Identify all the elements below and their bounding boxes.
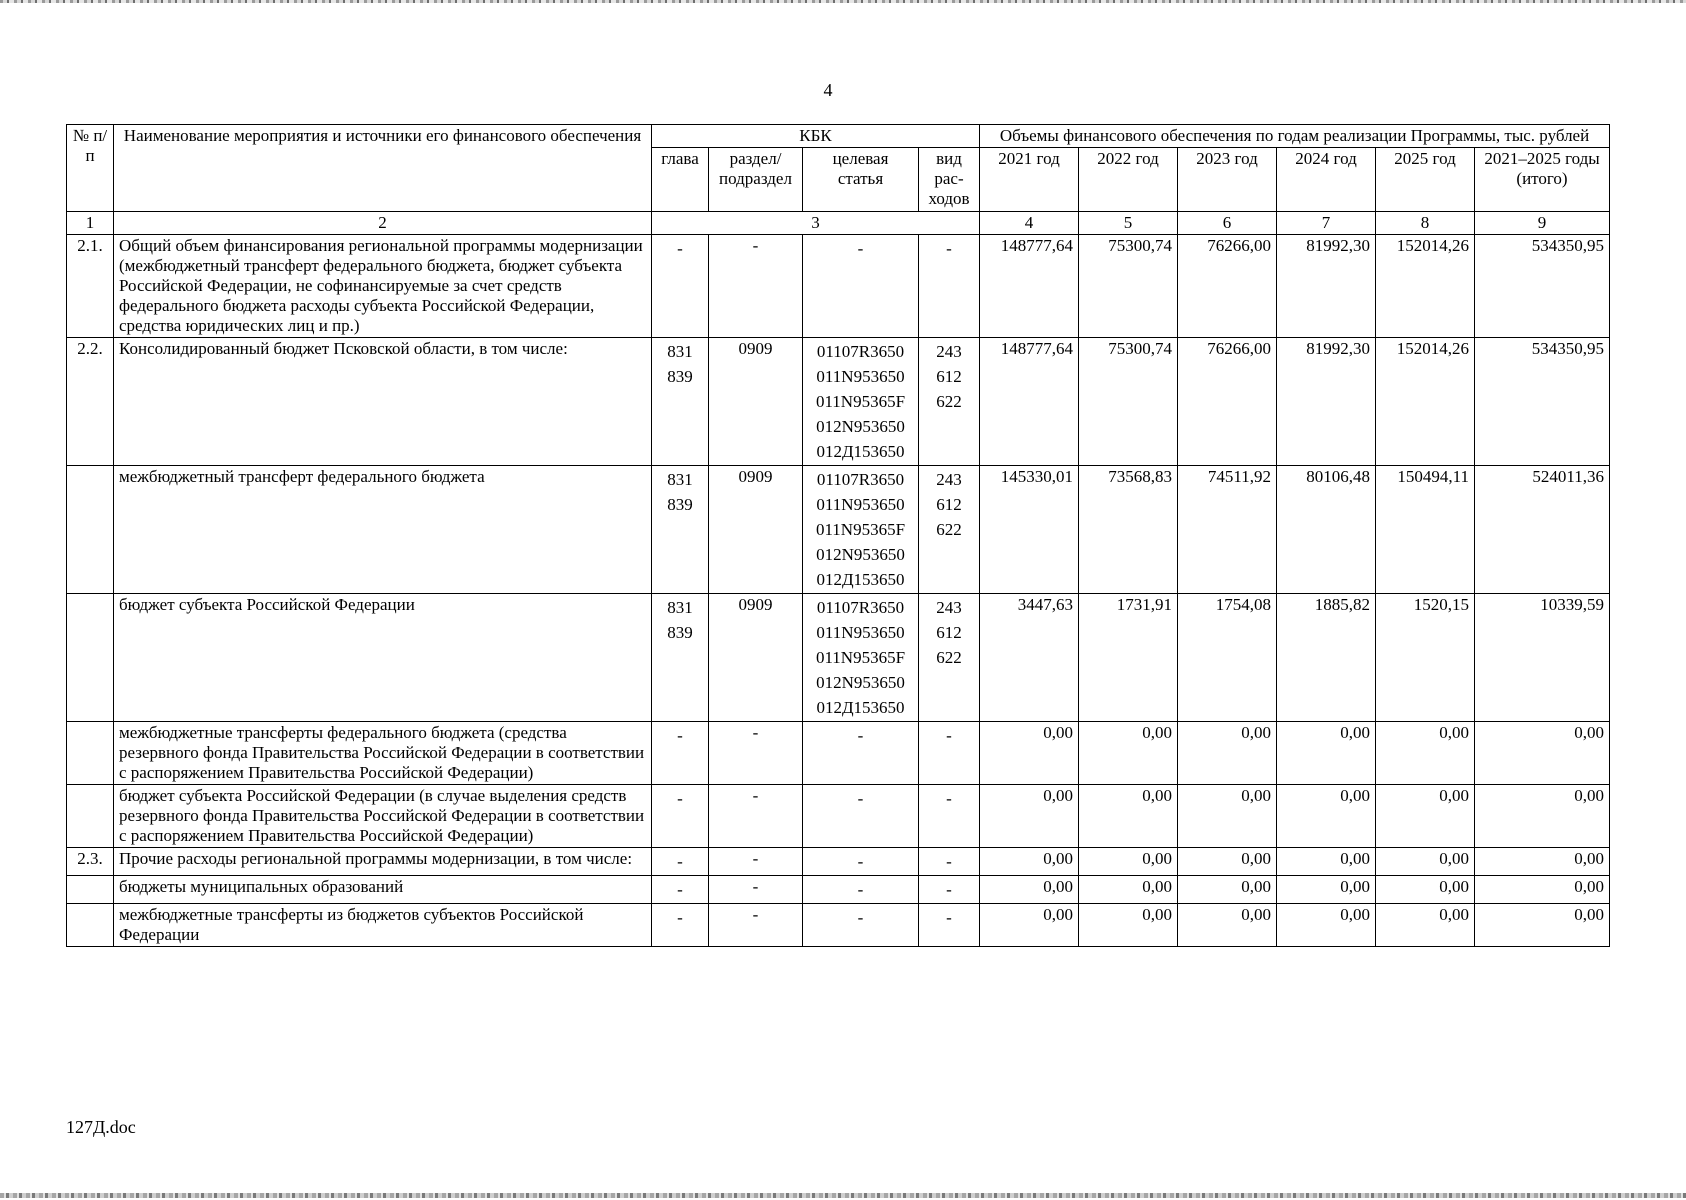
amount-cell: 534350,95 [1475, 338, 1610, 466]
amount-cell: 0,00 [1475, 876, 1610, 904]
table-row [67, 235, 1610, 338]
kbk-vid-line: - [946, 880, 952, 899]
amount-cell: 152014,26 [1376, 235, 1475, 338]
kbk-statya [803, 594, 919, 722]
amount-cell: 0,00 [1277, 904, 1376, 947]
amount-cell: 152014,26 [1376, 338, 1475, 466]
table-row [67, 904, 1610, 947]
scan-edge-bottom [0, 1193, 1686, 1198]
amount-cell: 150494,11 [1376, 466, 1475, 594]
kbk-vid-line: - [946, 789, 952, 808]
kbk-glava-line: - [677, 789, 683, 808]
header-year-2022: 2022 год [1079, 148, 1178, 212]
amount-cell: 73568,83 [1079, 466, 1178, 594]
amount-cell: 0,00 [980, 876, 1079, 904]
row-number: 2.1. [67, 235, 114, 338]
kbk-vid [919, 594, 980, 722]
kbk-vid [919, 338, 980, 466]
header-statya: целевая статья [803, 148, 919, 212]
kbk-razdel: 0909 [709, 594, 803, 722]
kbk-statya-line: 012Д153650 [816, 698, 905, 717]
amount-cell: 0,00 [1178, 722, 1277, 785]
amount-cell: 0,00 [1178, 848, 1277, 876]
kbk-vid-line: - [946, 726, 952, 745]
kbk-glava [652, 466, 709, 594]
amount-cell: 0,00 [1178, 785, 1277, 848]
kbk-statya-line: 012N953650 [816, 673, 905, 692]
amount-cell: 534350,95 [1475, 235, 1610, 338]
amount-cell: 0,00 [1277, 722, 1376, 785]
header-year-2025: 2025 год [1376, 148, 1475, 212]
kbk-statya-line: 012Д153650 [816, 442, 905, 461]
row-number: 2.3. [67, 848, 114, 876]
kbk-glava [652, 785, 709, 848]
kbk-razdel: - [709, 722, 803, 785]
header-volumes: Объемы финансового обеспечения по годам реализации Программы, тыс. рублей [980, 125, 1610, 148]
row-name: бюджеты муниципальных образований [114, 876, 652, 904]
amount-cell: 80106,48 [1277, 466, 1376, 594]
table-row [67, 722, 1610, 785]
amount-cell: 0,00 [1475, 722, 1610, 785]
kbk-statya [803, 466, 919, 594]
header-row-1 [67, 125, 1610, 148]
row-name: Общий объем финансирования региональной программы модернизации (межбюджетный трансферт федерального бюджета, бюджет субъекта Российской Федерации, не софинансируемые за счет средств федерального бюджета расходы субъекта Российской Федерации, средства юридических лиц и пр.) [114, 235, 652, 338]
amount-cell: 148777,64 [980, 338, 1079, 466]
kbk-vid-line: 612 [936, 623, 962, 642]
kbk-statya [803, 785, 919, 848]
row-name: межбюджетные трансферты из бюджетов субъектов Российской Федерации [114, 904, 652, 947]
amount-cell: 0,00 [980, 848, 1079, 876]
amount-cell: 0,00 [1475, 785, 1610, 848]
kbk-statya-line: 011N953650 [816, 623, 905, 642]
kbk-vid-line: 612 [936, 495, 962, 514]
amount-cell: 0,00 [1376, 876, 1475, 904]
kbk-razdel: - [709, 876, 803, 904]
kbk-statya-line: - [857, 726, 864, 745]
amount-cell: 0,00 [1079, 785, 1178, 848]
kbk-vid-line: 622 [936, 520, 962, 539]
amount-cell: 0,00 [1079, 848, 1178, 876]
kbk-statya [803, 848, 919, 876]
kbk-vid [919, 848, 980, 876]
kbk-statya-line: - [857, 880, 864, 899]
kbk-statya [803, 235, 919, 338]
kbk-razdel: - [709, 235, 803, 338]
header-name: Наименование мероприятия и источники его финансового обеспечения [114, 125, 652, 212]
kbk-statya-line: - [857, 908, 864, 927]
amount-cell: 1754,08 [1178, 594, 1277, 722]
amount-cell: 0,00 [1079, 876, 1178, 904]
kbk-statya-line: 011N953650 [816, 495, 905, 514]
row-name: Консолидированный бюджет Псковской области, в том числе: [114, 338, 652, 466]
amount-cell: 0,00 [1475, 904, 1610, 947]
amount-cell: 1520,15 [1376, 594, 1475, 722]
col-number: 5 [1079, 212, 1178, 235]
kbk-glava-line: - [677, 852, 683, 871]
kbk-vid [919, 466, 980, 594]
header-year-2021: 2021 год [980, 148, 1079, 212]
col-number: 4 [980, 212, 1079, 235]
kbk-vid-line: 243 [936, 470, 962, 489]
kbk-vid [919, 904, 980, 947]
amount-cell: 0,00 [1079, 722, 1178, 785]
col-number: 6 [1178, 212, 1277, 235]
kbk-glava-line: - [677, 908, 683, 927]
header-glava: глава [652, 148, 709, 212]
kbk-statya-line: 012Д153650 [816, 570, 905, 589]
table-row [67, 594, 1610, 722]
page-number: 4 [823, 80, 833, 100]
kbk-glava-line: 831 [667, 598, 693, 617]
col-number: 1 [67, 212, 114, 235]
table-row [67, 785, 1610, 848]
amount-cell: 76266,00 [1178, 338, 1277, 466]
header-num: № п/п [67, 125, 114, 212]
column-numbers-row [67, 212, 1610, 235]
scan-edge-top [0, 0, 1686, 3]
table-row [67, 338, 1610, 466]
amount-cell: 0,00 [1277, 785, 1376, 848]
amount-cell: 0,00 [1277, 876, 1376, 904]
col-number: 9 [1475, 212, 1610, 235]
kbk-vid-line: 622 [936, 392, 962, 411]
kbk-razdel: - [709, 848, 803, 876]
kbk-statya-line: 012N953650 [816, 417, 905, 436]
kbk-vid-line: - [946, 908, 952, 927]
table-row [67, 848, 1610, 876]
row-name: Прочие расходы региональной программы модернизации, в том числе: [114, 848, 652, 876]
amount-cell: 0,00 [1178, 876, 1277, 904]
kbk-statya-line: 01107R3650 [816, 342, 905, 361]
header-year-2024: 2024 год [1277, 148, 1376, 212]
col-number: 8 [1376, 212, 1475, 235]
kbk-glava-line: - [677, 239, 683, 258]
kbk-statya [803, 876, 919, 904]
amount-cell: 0,00 [1376, 785, 1475, 848]
kbk-statya-line: 012N953650 [816, 545, 905, 564]
row-number [67, 904, 114, 947]
kbk-statya-line: - [857, 239, 864, 258]
kbk-glava-line: 831 [667, 470, 693, 489]
kbk-vid [919, 722, 980, 785]
kbk-statya-line: 01107R3650 [816, 470, 905, 489]
kbk-vid [919, 876, 980, 904]
header-vid: вид рас-ходов [919, 148, 980, 212]
amount-cell: 0,00 [1178, 904, 1277, 947]
row-number: 2.2. [67, 338, 114, 466]
col-number: 7 [1277, 212, 1376, 235]
amount-cell: 10339,59 [1475, 594, 1610, 722]
header-total: 2021–2025 годы (итого) [1475, 148, 1610, 212]
kbk-statya-line: 011N95365F [815, 648, 906, 667]
kbk-razdel: 0909 [709, 466, 803, 594]
amount-cell: 524011,36 [1475, 466, 1610, 594]
header-kbk: КБК [652, 125, 980, 148]
row-number [67, 466, 114, 594]
amount-cell: 81992,30 [1277, 235, 1376, 338]
financing-table [66, 124, 1610, 947]
kbk-glava-line: 831 [667, 342, 693, 361]
row-number [67, 594, 114, 722]
kbk-vid-line: - [946, 852, 952, 871]
kbk-glava [652, 338, 709, 466]
kbk-statya-line: 01107R3650 [816, 598, 905, 617]
amount-cell: 1885,82 [1277, 594, 1376, 722]
amount-cell: 0,00 [1376, 848, 1475, 876]
kbk-statya-line: 011N953650 [816, 367, 905, 386]
header-year-2023: 2023 год [1178, 148, 1277, 212]
kbk-vid [919, 235, 980, 338]
amount-cell: 74511,92 [1178, 466, 1277, 594]
table-row [67, 876, 1610, 904]
row-name: бюджет субъекта Российской Федерации (в случае выделения средств резервного фонда Правительства Российской Федерации в соответствии с распоряжением Правительства Российской Федерации) [114, 785, 652, 848]
amount-cell: 0,00 [1376, 904, 1475, 947]
kbk-vid-line: 243 [936, 598, 962, 617]
kbk-vid-line: 243 [936, 342, 962, 361]
amount-cell: 3447,63 [980, 594, 1079, 722]
kbk-glava-line: 839 [667, 623, 693, 642]
kbk-statya-line: - [857, 789, 864, 808]
kbk-statya-line: 011N95365F [815, 392, 906, 411]
col-number: 3 [652, 212, 980, 235]
kbk-statya [803, 338, 919, 466]
footer-filename: 127Д.doc [66, 1117, 136, 1137]
kbk-glava-line: - [677, 726, 683, 745]
row-name: межбюджетный трансферт федерального бюджета [114, 466, 652, 594]
amount-cell: 1731,91 [1079, 594, 1178, 722]
kbk-razdel: - [709, 785, 803, 848]
row-name: бюджет субъекта Российской Федерации [114, 594, 652, 722]
amount-cell: 0,00 [1079, 904, 1178, 947]
amount-cell: 0,00 [980, 904, 1079, 947]
amount-cell: 75300,74 [1079, 338, 1178, 466]
amount-cell: 81992,30 [1277, 338, 1376, 466]
kbk-glava [652, 876, 709, 904]
amount-cell: 0,00 [1475, 848, 1610, 876]
kbk-vid-line: - [946, 239, 952, 258]
amount-cell: 0,00 [1376, 722, 1475, 785]
kbk-vid-line: 622 [936, 648, 962, 667]
amount-cell: 148777,64 [980, 235, 1079, 338]
row-number [67, 722, 114, 785]
kbk-glava [652, 235, 709, 338]
kbk-glava-line: 839 [667, 367, 693, 386]
kbk-statya-line: - [857, 852, 864, 871]
row-name: межбюджетные трансферты федерального бюджета (средства резервного фонда Правительства Российской Федерации в соответствии с распоряжением Правительства Российской Федерации) [114, 722, 652, 785]
amount-cell: 0,00 [980, 722, 1079, 785]
kbk-glava-line: - [677, 880, 683, 899]
kbk-glava [652, 722, 709, 785]
amount-cell: 0,00 [980, 785, 1079, 848]
kbk-razdel: 0909 [709, 338, 803, 466]
kbk-vid-line: 612 [936, 367, 962, 386]
kbk-statya-line: 011N95365F [815, 520, 906, 539]
kbk-glava [652, 848, 709, 876]
kbk-vid [919, 785, 980, 848]
amount-cell: 145330,01 [980, 466, 1079, 594]
amount-cell: 75300,74 [1079, 235, 1178, 338]
row-number [67, 785, 114, 848]
kbk-glava-line: 839 [667, 495, 693, 514]
kbk-glava [652, 904, 709, 947]
kbk-glava [652, 594, 709, 722]
table-row [67, 466, 1610, 594]
header-razdel: раздел/ подраздел [709, 148, 803, 212]
col-number: 2 [114, 212, 652, 235]
amount-cell: 0,00 [1277, 848, 1376, 876]
amount-cell: 76266,00 [1178, 235, 1277, 338]
kbk-statya [803, 904, 919, 947]
kbk-statya [803, 722, 919, 785]
kbk-razdel: - [709, 904, 803, 947]
row-number [67, 876, 114, 904]
